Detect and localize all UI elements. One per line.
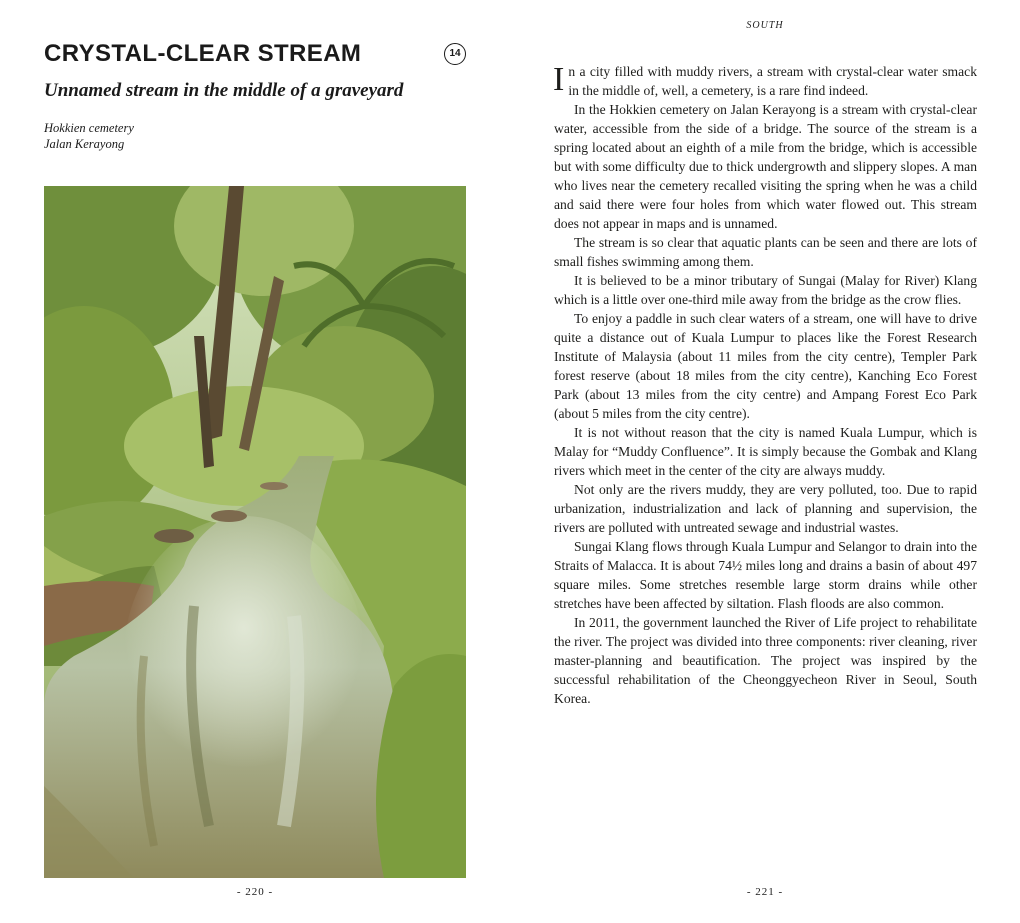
paragraph: Not only are the rivers muddy, they are very polluted, too. Due to rapid urbanization, industrialization and lack of planning and supervision, the rivers are polluted with untreated sewage and industrial wastes.	[554, 482, 977, 535]
stream-photo	[44, 186, 466, 878]
address-line: Jalan Kerayong	[44, 137, 125, 151]
running-head: SOUTH	[746, 20, 784, 31]
address-block	[44, 120, 134, 152]
paragraph: Sungai Klang flows through Kuala Lumpur and Selangor to drain into the Straits of Malacca. It is about 74½ miles long and drains a basin of about 497 square miles. Some stretches resemble large storm drains while other stretches have been affected by siltation. Flash floods are also common.	[554, 539, 977, 611]
paragraph	[554, 62, 977, 100]
page-subtitle: Unnamed stream in the middle of a graveyard	[44, 80, 404, 101]
paragraph: In the Hokkien cemetery on Jalan Kerayong is a stream with crystal-clear water, accessible from the side of a bridge. The source of the stream is a spring located about an eighth of a mile from the bridge, which is accessible but with some difficulty due to thick undergrowth and slippery slopes. A man who lives near the cemetery recalled visiting the spring when he was a child and said there were four holes from which water flowed out. This stream does not appear in maps and is unnamed.	[554, 102, 977, 231]
page-title: CRYSTAL-CLEAR STREAM	[44, 40, 362, 67]
paragraph: To enjoy a paddle in such clear waters of a stream, one will have to drive quite a distance out of Kuala Lumpur to places like the Forest Research Institute of Malaysia (about 11 miles from the city centre), Templer Park forest reserve (about 18 miles from the city centre), Kanching Eco Forest Park (about 13 miles from the city centre) and Ampang Forest Eco Park (about 5 miles from the city centre).	[554, 311, 977, 421]
body-text	[554, 62, 977, 708]
right-page	[510, 0, 1020, 923]
paragraph: It is believed to be a minor tributary of Sungai (Malay for River) Klang which is a little over one-third mile away from the bridge as the crow flies.	[554, 273, 977, 307]
paragraph: In 2011, the government launched the River of Life project to rehabilitate the river. The project was divided into three components: river cleaning, river master-planning and beautification. The project was inspired by the successful rehabilitation of the Cheonggyecheon River in Seoul, South Korea.	[554, 615, 977, 706]
entry-number-badge: 14	[444, 43, 466, 65]
drop-cap: I	[553, 61, 565, 98]
paragraph-text: n a city filled with muddy rivers, a stream with crystal-clear water smack in the middle of, well, a cemetery, is a rare find indeed.	[568, 64, 977, 98]
address-line: Hokkien cemetery	[44, 121, 134, 135]
paragraph: It is not without reason that the city is named Kuala Lumpur, which is Malay for “Muddy Confluence”. It is simply because the Gombak and Klang rivers which meet in the center of the city are always muddy.	[554, 425, 977, 478]
paragraph: The stream is so clear that aquatic plants can be seen and there are lots of small fishes swimming among them.	[554, 235, 977, 269]
page-number: - 221 -	[746, 886, 784, 898]
page-number: - 220 -	[236, 886, 274, 898]
